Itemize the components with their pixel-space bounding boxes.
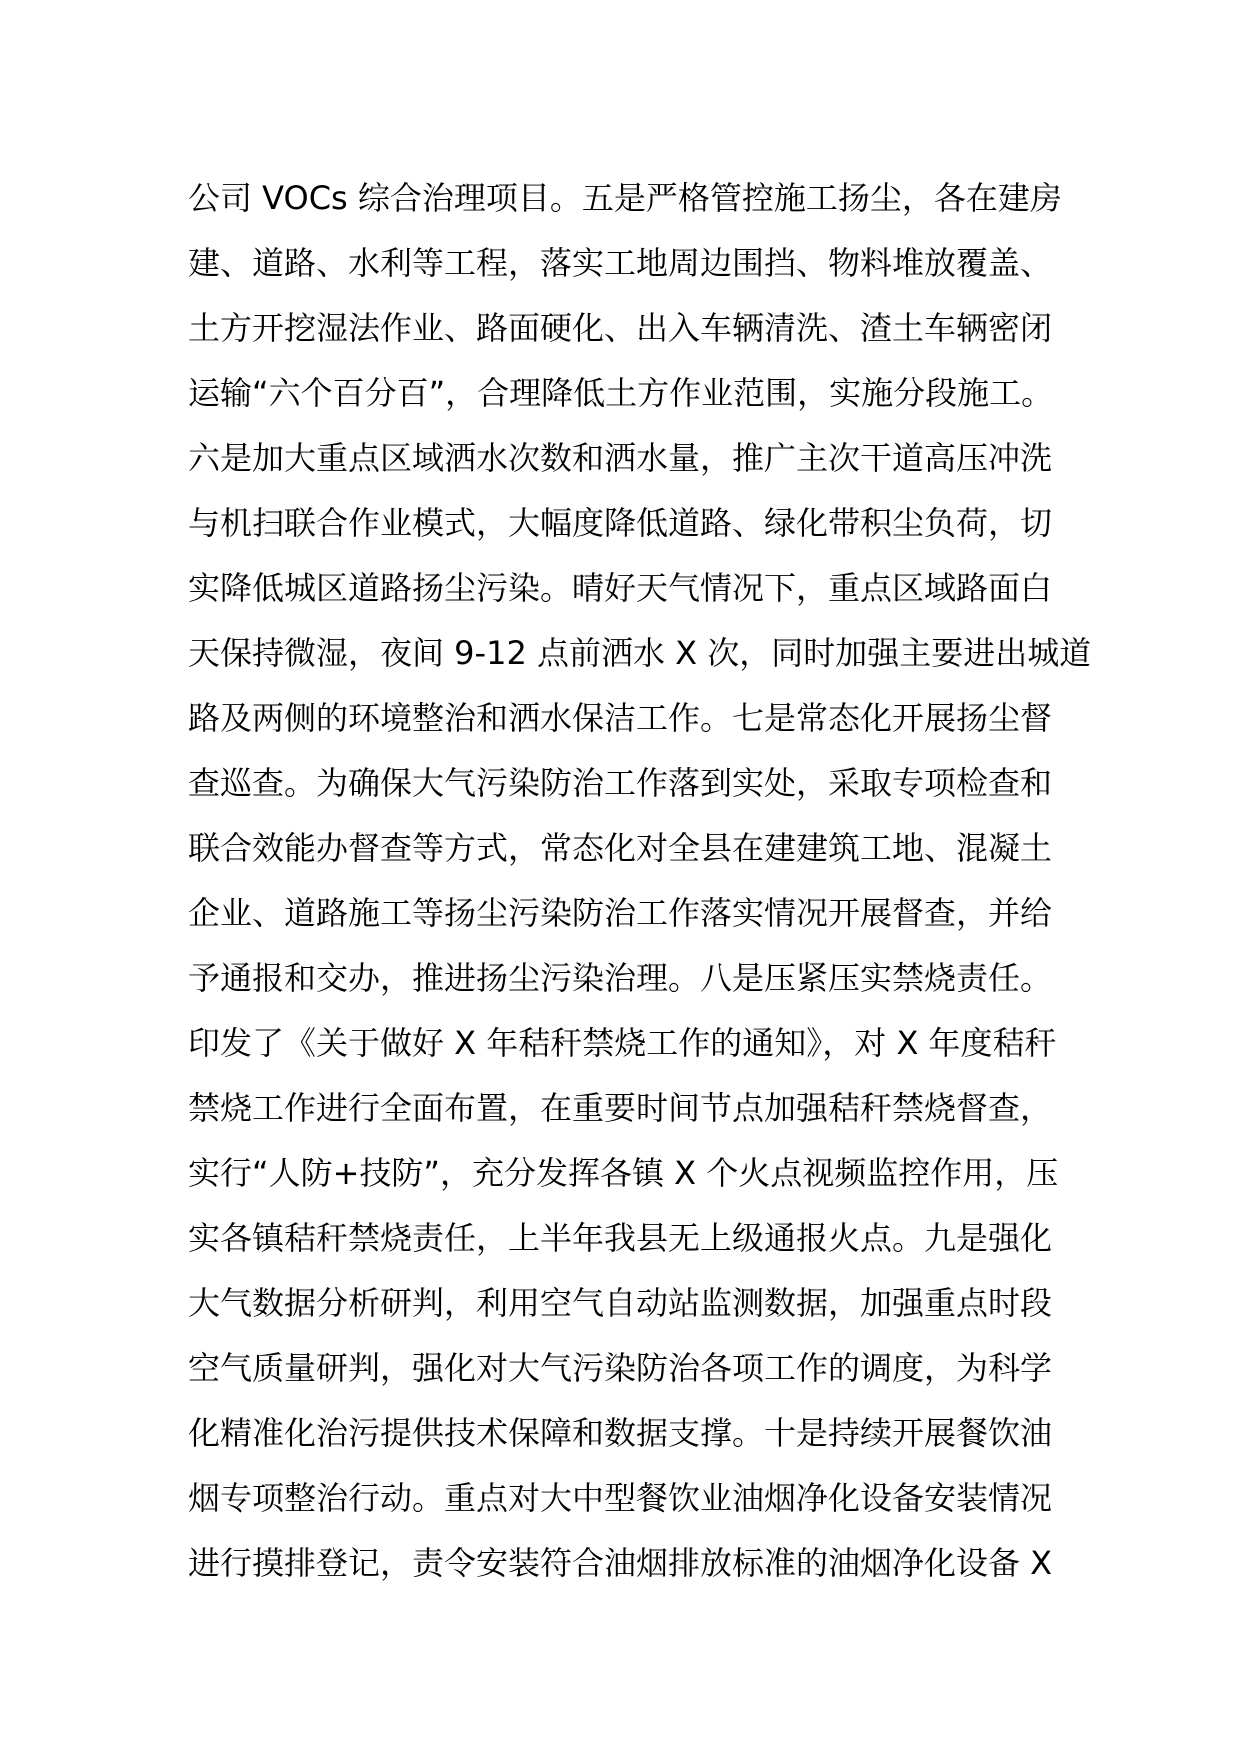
- text-line: 土方开挖湿法作业、路面硬化、出入车辆清洗、渣土车辆密闭: [188, 309, 1053, 347]
- text-line: 建、道路、水利等工程，落实工地周边围挡、物料堆放覆盖、: [188, 244, 1053, 282]
- text-line: 禁烧工作进行全面布置，在重要时间节点加强秸秆禁烧督查，: [188, 1089, 1053, 1127]
- text-line: 路及两侧的环境整治和洒水保洁工作。七是常态化开展扬尘督: [188, 699, 1053, 737]
- text-line: 化精准化治污提供技术保障和数据支撑。十是持续开展餐饮油: [188, 1414, 1053, 1452]
- text-line: 烟专项整治行动。重点对大中型餐饮业油烟净化设备安装情况: [188, 1479, 1053, 1517]
- text-line: 运输“六个百分百”，合理降低土方作业范围，实施分段施工。: [188, 374, 1054, 412]
- text-line: 印发了《关于做好 X 年秸秆禁烧工作的通知》，对 X 年度秸秆: [188, 1024, 1057, 1062]
- text-line: 企业、道路施工等扬尘污染防治工作落实情况开展督查，并给: [188, 894, 1053, 932]
- text-line: 与机扫联合作业模式，大幅度降低道路、绿化带积尘负荷，切: [188, 504, 1053, 542]
- text-line: 联合效能办督查等方式，常态化对全县在建建筑工地、混凝土: [188, 829, 1053, 867]
- text-line: 予通报和交办，推进扬尘污染治理。八是压紧压实禁烧责任。: [188, 959, 1053, 997]
- text-line: 实各镇秸秆禁烧责任，上半年我县无上级通报火点。九是强化: [188, 1219, 1053, 1257]
- text-line: 天保持微湿，夜间 9-12 点前洒水 X 次，同时加强主要进出城道: [188, 634, 1092, 672]
- text-line: 空气质量研判，强化对大气污染防治各项工作的调度，为科学: [188, 1349, 1053, 1387]
- text-line: 公司 VOCs 综合治理项目。五是严格管控施工扬尘，各在建房: [188, 179, 1062, 217]
- text-line: 查巡查。为确保大气污染防治工作落到实处，采取专项检查和: [188, 764, 1053, 802]
- text-line: 进行摸排登记，责令安装符合油烟排放标准的油烟净化设备 X: [188, 1544, 1053, 1582]
- text-line: 大气数据分析研判，利用空气自动站监测数据，加强重点时段: [188, 1284, 1053, 1322]
- text-line: 实降低城区道路扬尘污染。晴好天气情况下，重点区域路面白: [188, 569, 1053, 607]
- body-text: [188, 166, 1092, 1596]
- text-line: 六是加大重点区域洒水次数和洒水量，推广主次干道高压冲洗: [188, 439, 1053, 477]
- text-line: 实行“人防+技防”，充分发挥各镇 X 个火点视频监控作用，压: [188, 1154, 1059, 1192]
